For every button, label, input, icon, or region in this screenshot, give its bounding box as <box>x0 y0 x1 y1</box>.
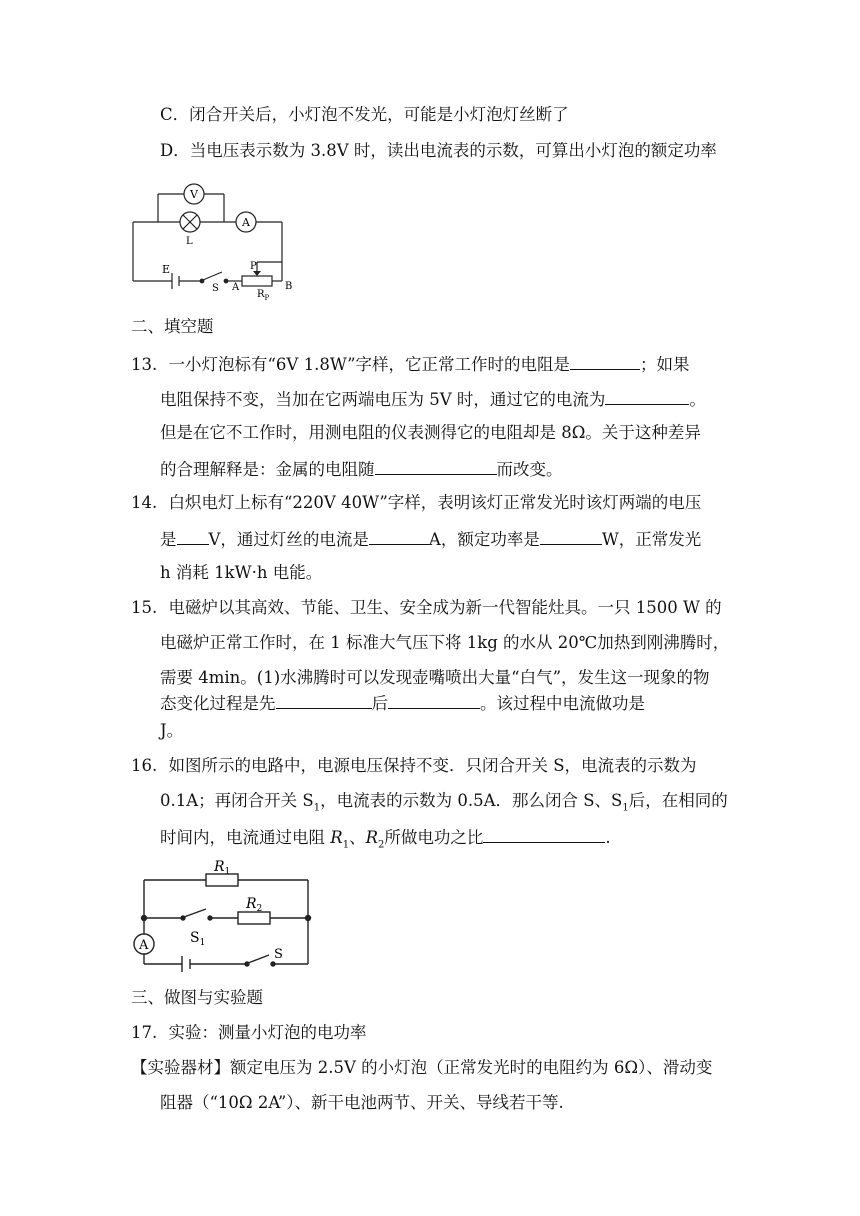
q15-line-1 <box>131 598 722 618</box>
circuit-diagram-2 <box>128 858 318 978</box>
q17-line-3: 阻器（“10Ω 2A”）、新干电池两节、开关、导线若干等. <box>160 1093 564 1112</box>
q16-text-3a: 时间内，电流通过电阻 <box>160 828 331 847</box>
fig1-lamp-label: L <box>186 236 193 247</box>
q15-text-4c: 。该过程中电流做功是 <box>480 694 645 713</box>
fig2-r1-sub: 1 <box>224 867 231 877</box>
q15-line-3: 需要 4min。(1)水沸腾时可以发现壶嘴喷出大量“白气”，发生这一现象的物 <box>160 668 710 687</box>
circuit-diagram-1 <box>128 180 298 310</box>
q12-option-c: C．闭合开关后，小灯泡不发光，可能是小灯泡灯丝断了 <box>160 105 569 124</box>
svg-text:S1 <box>190 930 205 948</box>
q16-r2-sub: 2 <box>378 839 385 851</box>
q16-s1-sub-2: 1 <box>622 802 629 814</box>
q14-line-1 <box>131 493 701 513</box>
q15-blank-second-change[interactable] <box>388 692 480 709</box>
q15-blank-first-change[interactable] <box>276 692 372 709</box>
q15-text-4a: 态变化过程是先 <box>160 694 276 713</box>
fig1-rheostat-label: R <box>257 289 265 300</box>
q16-line-3 <box>160 826 611 855</box>
q16-number: 16. <box>131 756 158 775</box>
q15-text-1: 电磁炉以其高效、节能、卫生、安全成为新一代智能灶具。一只 1500 W 的 <box>168 598 722 617</box>
q14-text-1: 白炽电灯上标有“220V 40W”字样，表明该灯正常发光时该灯两端的电压 <box>168 493 702 512</box>
q16-line-2 <box>160 791 728 818</box>
svg-text:R2 <box>245 896 262 914</box>
fig1-end-b-label: B <box>285 281 293 292</box>
fig1-slider-p-label: P <box>250 261 257 272</box>
q15-line-5: J。 <box>160 721 184 740</box>
q16-separator: 、 <box>349 828 366 847</box>
q16-text-1: 如图所示的电路中，电源电压保持不变．只闭合开关 S，电流表的示数为 <box>168 756 697 775</box>
fig1-switch-label: S <box>212 283 219 294</box>
q13-text-1b: ；如果 <box>640 355 690 374</box>
fig1-end-a-label: A <box>232 282 240 293</box>
svg-text:R1 <box>213 859 230 877</box>
fig1-ammeter-label: A <box>242 216 250 229</box>
q16-text-2c: 后，在相同的 <box>628 791 728 810</box>
q15-line-4 <box>160 692 645 714</box>
q13-number: 13. <box>131 355 158 374</box>
q14-blank-voltage[interactable] <box>177 528 209 545</box>
fig1-battery-label: E <box>162 263 171 276</box>
q12-option-d: D．当电压表示数为 3.8V 时，读出电流表的示数，可算出小灯泡的额定功率 <box>160 141 717 160</box>
q13-blank-resistance[interactable] <box>570 353 640 370</box>
fig2-s1-sub: 1 <box>199 938 206 948</box>
q14-blank-power[interactable] <box>540 528 602 545</box>
q16-r1-symbol: R <box>330 828 343 847</box>
q14-text-2b: V，通过灯丝的电流是 <box>208 530 369 549</box>
fig1-rheostat-sub: P <box>264 294 270 302</box>
fig1-voltmeter-label: V <box>190 188 198 201</box>
q16-r2-symbol: R <box>365 828 378 847</box>
q14-number: 14. <box>131 493 158 512</box>
q14-blank-current[interactable] <box>369 528 429 545</box>
q13-line-3: 但是在它不工作时，用测电阻的仪表测得它的电阻却是 8Ω。关于这种差异 <box>160 423 701 442</box>
q16-text-3b: 所做电功之比 <box>384 828 484 847</box>
q16-line-1 <box>131 756 697 776</box>
q16-text-2a: 0.1A；再闭合开关 S <box>160 791 314 810</box>
q14-text-2c: A，额定功率是 <box>428 530 540 549</box>
q17-number: 17. <box>131 1023 158 1042</box>
q13-blank-current[interactable] <box>605 388 689 405</box>
section-3-title: 三、做图与实验题 <box>131 988 263 1007</box>
q13-blank-variable[interactable] <box>375 458 497 475</box>
q16-text-3c: . <box>605 828 611 847</box>
q13-line-2 <box>160 388 706 410</box>
q16-r1-sub: 1 <box>342 839 350 851</box>
fig2-r2-sub: 2 <box>256 904 263 914</box>
q15-line-2: 电磁炉正常工作时，在 1 标准大气压下将 1kg 的水从 20℃加热到刚沸腾时， <box>160 633 730 652</box>
q14-line-3: h 消耗 1kW·h 电能。 <box>160 563 323 582</box>
q15-text-4b: 后 <box>371 694 388 713</box>
q16-s1-sub: 1 <box>313 802 321 814</box>
q17-line-1 <box>131 1023 367 1043</box>
q13-text-2b: 。 <box>689 390 706 409</box>
q16-text-2b: ，电流表的示数为 0.5A．那么闭合 S、S <box>320 791 623 810</box>
q15-number: 15. <box>131 598 158 617</box>
q16-blank-ratio[interactable] <box>483 826 605 843</box>
q17-text-1: 实验：测量小灯泡的电功率 <box>168 1023 367 1042</box>
q13-line-4 <box>160 458 563 480</box>
q14-text-2a: 是 <box>160 530 177 549</box>
section-2-title: 二、填空题 <box>131 317 214 336</box>
q13-text-1a: 一小灯泡标有“6V 1.8W”字样，它正常工作时的电阻是 <box>168 355 571 374</box>
q13-text-4a: 的合理解释是：金属的电阻随 <box>160 460 375 479</box>
q14-line-2 <box>160 528 701 550</box>
fig2-s-label: S <box>274 947 283 962</box>
fig2-r1-label: R <box>214 859 225 875</box>
svg-text:RP <box>257 289 270 302</box>
fig2-s1-label: S <box>190 930 200 946</box>
q14-text-2d: W，正常发光 <box>601 530 702 549</box>
q13-text-2a: 电阻保持不变，当加在它两端电压为 5V 时，通过它的电流为 <box>160 390 606 409</box>
q17-line-2: 【实验器材】额定电压为 2.5V 的小灯泡（正常发光时的电阻约为 6Ω）、滑动变 <box>131 1058 713 1077</box>
q13-text-4b: 而改变。 <box>496 460 563 479</box>
fig2-r2-label: R <box>246 896 257 912</box>
fig2-ammeter-label: A <box>139 938 149 953</box>
q13-line-1 <box>131 353 690 375</box>
